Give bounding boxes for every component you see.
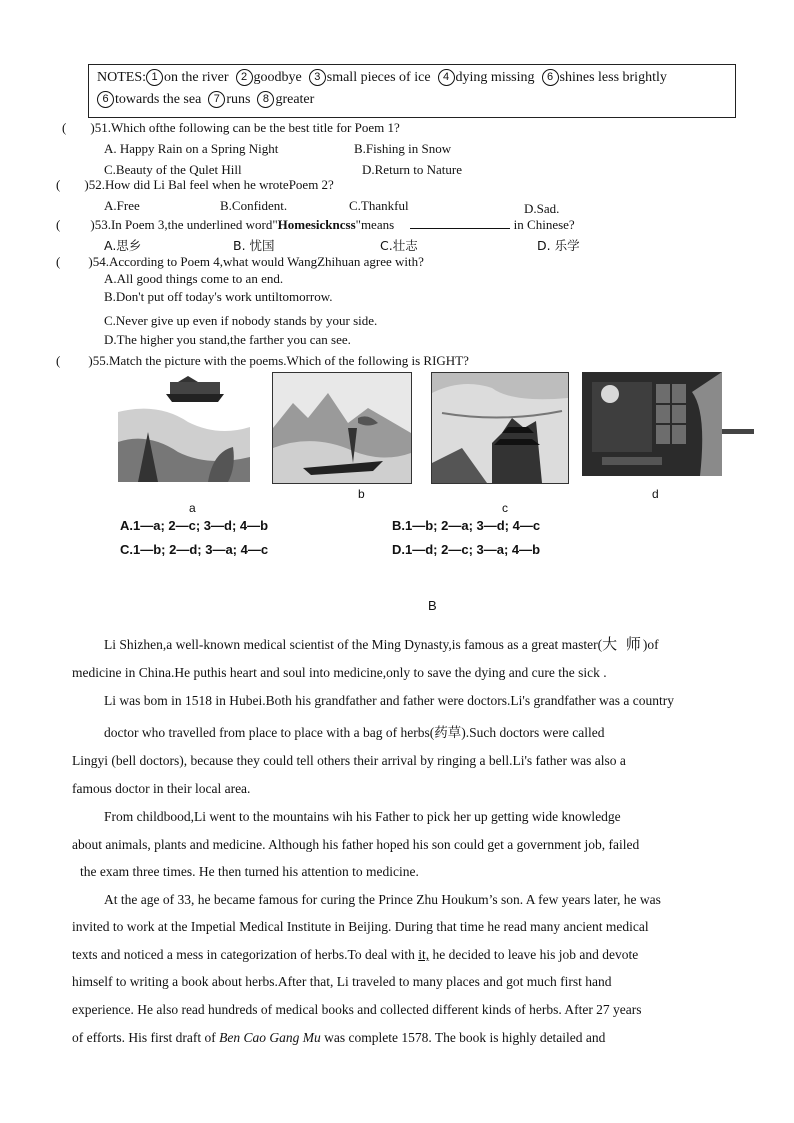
answer-paren-close: ) (88, 254, 93, 269)
option-d: D. 乐学 (537, 238, 580, 253)
passage-line: about animals, plants and medicine. Although his father hoped his son could get a government job, failed (72, 837, 640, 852)
passage-line: At the age of 33, he became famous for curing the Prince Zhu Houkum’s son. A few years later, he was (104, 892, 661, 907)
passage-line: himself to writing a book about herbs.After that, Li traveled to many places and got much first hand (72, 974, 612, 989)
note-text: goodbye (253, 70, 302, 85)
question-53 (56, 217, 575, 233)
book-title: Ben Cao Gang Mu (219, 1030, 321, 1045)
fill-blank[interactable] (410, 218, 510, 229)
note-text: shines less brightly (559, 70, 667, 85)
underlined-word: it, (418, 947, 430, 962)
passage-line (72, 947, 638, 963)
notes-line-1 (97, 69, 667, 86)
note-number: 3 (309, 69, 326, 86)
question-stem: 54.According to Poem 4,what would WangZhihuan agree with? (92, 254, 424, 269)
picture-b (272, 372, 412, 484)
answer-paren-open: ( (56, 177, 61, 192)
option-c: C.1—b; 2—d; 3—a; 4—c (120, 542, 269, 557)
passage-text: texts and noticed a mess in categorization of herbs.To deal with (72, 947, 419, 962)
option-d: D.The higher you stand,the farther you can see. (104, 332, 351, 347)
passage-text: he decided to leave his job and devote (429, 947, 639, 962)
note-number: 6 (542, 69, 559, 86)
picture-label-a: a (189, 501, 196, 515)
answer-paren-open: ( (56, 217, 61, 232)
passage-line: invited to work at the Impetial Medical Institute in Beijing. During that time he read many ancient medical (72, 919, 649, 934)
note-number: 8 (257, 91, 274, 108)
note-text: on the river (164, 70, 229, 85)
question-55 (56, 353, 469, 369)
answer-paren-close: ) (88, 353, 93, 368)
passage-text: ).Such doctors were called (461, 725, 605, 740)
picture-label-d: d (652, 487, 659, 501)
note-number: 4 (438, 69, 455, 86)
passage-line: Li was bom in 1518 in Hubei.Both his grandfather and father were doctors.Li's grandfather was a country (104, 693, 675, 708)
question-stem-end: in Chinese? (513, 217, 575, 232)
option-c: C.Beauty of the Qulet Hill (104, 162, 242, 177)
note-text: small pieces of ice (326, 70, 431, 85)
question-51 (62, 120, 400, 136)
chinese-gloss: 药草 (434, 725, 462, 741)
decorative-bar (722, 429, 754, 434)
answer-paren-close: ) (90, 120, 95, 135)
answer-paren-open: ( (62, 120, 67, 135)
picture-c (431, 372, 569, 484)
passage-line: medicine in China.He puthis heart and soul into medicine,only to save the dying and cure the sick . (72, 665, 607, 680)
passage-text: of efforts. His first draft of (72, 1030, 220, 1045)
passage-text: doctor who travelled from place to place with a bag of herbs( (104, 725, 435, 740)
question-52 (56, 177, 334, 193)
picture-label-c: c (502, 501, 508, 515)
passage-text: )of (642, 637, 659, 652)
question-stem: 52.How did Li Bal feel when he wrotePoem 2? (88, 177, 334, 192)
note-text: greater (275, 92, 315, 107)
passage-line (104, 721, 604, 741)
notes-label: NOTES: (97, 70, 146, 85)
question-54 (56, 254, 424, 270)
passage-line: famous doctor in their local area. (72, 781, 251, 796)
note-text: towards the sea (115, 92, 202, 107)
passage-line (104, 633, 659, 654)
note-number: 7 (208, 91, 225, 108)
option-b: B.Fishing in Snow (354, 141, 452, 156)
note-text: dying missing (455, 70, 535, 85)
answer-paren-close: ) (90, 217, 95, 232)
passage-line (72, 1030, 605, 1046)
passage-text: was complete 1578. The book is highly detailed and (320, 1030, 606, 1045)
picture-a (118, 372, 250, 482)
option-a: A. Happy Rain on a Spring Night (104, 141, 279, 156)
notes-line-2 (97, 91, 314, 108)
option-c: C.Thankful (349, 198, 409, 213)
note-text: runs (226, 92, 251, 107)
option-a: A.1—a; 2—c; 3—d; 4—b (120, 518, 269, 533)
note-number: 6 (97, 91, 114, 108)
passage-line: experience. He also read hundreds of medical books and collected different kinds of herbs. After 27 years (72, 1002, 642, 1017)
passage-line: Lingyi (bell doctors), because they could tell others their arrival by ringing a bell.Li's father was also a (72, 753, 626, 768)
question-stem: 51.Which ofthe following can be the best title for Poem 1? (94, 120, 400, 135)
question-stem: 55.Match the picture with the poems.Which of the following is RIGHT? (92, 353, 469, 368)
picture-d (582, 372, 722, 476)
note-number: 1 (146, 69, 163, 86)
answer-paren-open: ( (56, 254, 61, 269)
option-b: B.Confident. (220, 198, 288, 213)
section-title: B (428, 598, 437, 613)
option-b: B.Don't put off today's work untiltomorrow. (104, 289, 333, 304)
option-b: B. 忧国 (233, 238, 275, 253)
passage-text: Li Shizhen,a well-known medical scientist of the Ming Dynasty,is famous as a great master( (104, 637, 603, 652)
option-a: A.All good things come to an end. (104, 271, 284, 286)
picture-label-b: b (358, 487, 365, 501)
option-b: B.1—b; 2—a; 3—d; 4—c (392, 518, 541, 533)
answer-paren-open: ( (56, 353, 61, 368)
passage-line: From childbood,Li went to the mountains wih his Father to pick her up getting wide knowledge (104, 809, 621, 824)
passage-line: the exam three times. He then turned his attention to medicine. (80, 864, 419, 879)
option-d: D.Sad. (524, 201, 560, 216)
note-number: 2 (236, 69, 253, 86)
option-a: A.Free (104, 198, 140, 213)
option-d: D.Return to Nature (362, 162, 463, 177)
underlined-word: Homesickncss (277, 217, 356, 232)
chinese-gloss: 大 师 (602, 635, 643, 653)
option-d: D.1—d; 2—c; 3—a; 4—b (392, 542, 541, 557)
question-stem: 53.In Poem 3,the underlined word" (94, 217, 278, 232)
option-c: C.壮志 (380, 238, 418, 253)
question-stem-tail: "means (355, 217, 395, 232)
option-a: A.思乡 (104, 238, 142, 253)
option-c: C.Never give up even if nobody stands by your side. (104, 313, 378, 328)
notes-box (88, 64, 736, 118)
answer-paren-close: ) (84, 177, 89, 192)
